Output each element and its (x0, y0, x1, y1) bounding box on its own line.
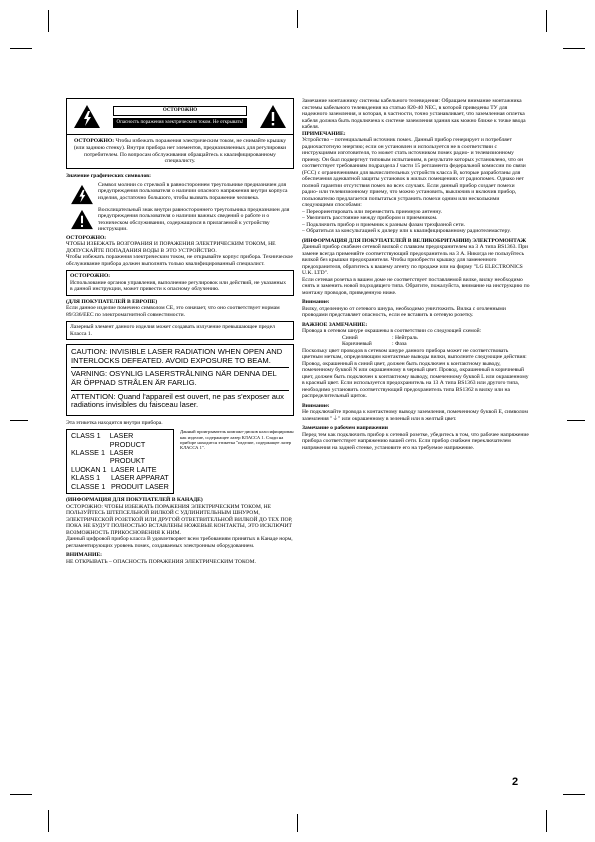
note-item: – Обратиться за консультацией к дилеру или к квалифицированному радиотелемастеру. (302, 228, 511, 234)
important-intro: Провода в сетевом шнуре окрашены в соответствии со следующей схемой: (302, 328, 482, 334)
voltage-section (302, 425, 530, 451)
attention-right-title: Внимание: (302, 402, 330, 409)
symbols-heading: Значение графических символов: (66, 173, 151, 180)
symbol-exclamation-row (66, 207, 294, 233)
crop-mark (10, 794, 32, 795)
attention-right-text: Не подключайте провода к контактному выводу заземления, помеченному буквой Е, символом заземления "⏚" или окрашенному в зеленый или в желтый цвет. (302, 409, 528, 422)
canada-caps: ОСТОРОЖНО: ЧТОБЫ ИЗБЕЖАТЬ ПОРАЖЕНИЯ ЭЛЕКТРИЧЕСКИМ ТОКОМ, НЕ ПОЛЬЗУЙТЕСЬ ШТЕПСЕЛЬНОЙ ВИЛКОЙ С УДЛИНИТЕЛЬНЫМ ШНУРОМ, ЭЛЕКТРИЧЕСКОЙ РОЗЕТКОЙ ИЛИ ДРУГОЙ ОТВЕТВИТЕЛЬНОЙ ВИЛКОЙ ДО ТЕХ ПОР, ПОКА НЕ БУДУТ ПОЛНОСТЬЮ ВСТАВЛЕНЫ НОЖЕВЫЕ КОНТАКТЫ, ЭТО ИСКЛЮЧИТ ВОЗМОЖНОСТЬ ПРИКОСНОВЕНИЯ К НИМ. (66, 503, 293, 536)
lightning-triangle-icon (66, 182, 98, 205)
voltage-title: Замечание о рабочем напряжении (302, 425, 388, 431)
warning-cut-text: Вилку, отделенную от сетевого шнура, необходимо уничтожить. Вилка с оголенными проводами представляет опасность, если ее вставить в сетевую розетку. (302, 305, 506, 318)
crop-mark (10, 420, 28, 421)
crop-mark (563, 794, 585, 795)
exclamation-triangle-icon (66, 207, 98, 233)
laser-label-row-0: CLASS 1 LASER PRODUCT (71, 431, 146, 449)
warning-text-title: ОСТОРОЖНО: (73, 138, 115, 144)
exclamation-triangle-icon (253, 104, 293, 129)
wire-color-row: Синий : Нейтраль (342, 334, 418, 341)
crop-mark (546, 10, 547, 32)
important-text: Поскольку цвет проводов в сетевом шнуре данного прибора может не соответствовать цветным меткам, определяющим контактные выводы вилки, выполните следующие действия: Провод, окрашенный в синий цвет, должен быть подключен к контактному выводу, помеченному буквой N или окрашенному в черный цвет. Провод, окрашенный в коричневый цвет, должен быть подключен к контактному выводу, помеченному буквой L или окрашенному в красный цвет. Если используется предохранитель на 13 А типа BS1363 или другого типа, необходимо установить соответствующий предохранитель типа BS1362 в вилку или на распределительный щиток. (302, 347, 529, 399)
right-column (302, 98, 530, 778)
warning-text (67, 135, 293, 168)
attention-left-title: ВНИМАНИЕ: (66, 552, 103, 559)
wire-colors (302, 335, 530, 348)
laser-label-row-2: LUOKAN 1 LASER LAITE (71, 464, 157, 474)
uk-text-2: Если сетевая розетка в вашем доме не соответствует поставляемой вилке, вилку необходимо снять и заменить новой подходящего типа. Обратите, пожалуйста, внимание на инструкцию по монтажу проводов, приведенную ниже. (302, 276, 530, 296)
symbol-exclamation-text: Восклицательный знак внутри равностороннего треугольника предназначен для предупреждения пользователя о наличии важных сведений о работе и о техническом обслуживании, содержащихся в прилагаемой к устройству инструкции. (98, 206, 290, 233)
voltage-text: Перед тем как подключить прибор к сетевой розетке, убедитесь в том, что рабочее напряжение прибора соответствует напряжению вашей сети. Если прибор снабжен переключателем напряжения на задней стенке, установите его на требуемое напряжение. (302, 431, 529, 451)
laser-label-row-3: KLASS 1 LASER APPARAT (71, 473, 169, 483)
note-item: – Увеличить расстояние между прибором и приемником. (302, 215, 438, 221)
lightning-triangle-icon (67, 104, 107, 129)
laser-warnings-box (66, 344, 294, 416)
laser-label-row-1: KLASSE 1 LASER PRODUKT (71, 448, 146, 466)
crop-mark (563, 48, 585, 49)
caution-section (66, 235, 294, 268)
warning-cut-title: Внимание: (302, 299, 330, 305)
caution-caps: ЧТОБЫ ИЗБЕЖАТЬ ВОЗГОРАНИЯ И ПОРАЖЕНИЯ ЭЛЕКТРИЧЕСКИМ ТОКОМ, НЕ ДОПУСКАЙТЕ ПОПАДАНИЯ ВОДЫ В ЭТО УСТРОЙСТВО. (66, 241, 276, 254)
symbol-lightning-text: Символ молнии со стрелкой в равностороннем треугольнике предназначен для предупреждения пользователя о наличии опасного напряжения внутри корпуса изделия, достаточно большого, чтобы вызвать поражение человека. (98, 181, 288, 201)
laser-class-label (66, 429, 174, 494)
laser-label-note: Данный проигрыватель компакт-дисков классифицирован как изделие, содержащее лазер КЛАССА 1. Сзади на приборе находится этикетка "изделие, содержащее лазер КЛАССА 1". (180, 429, 294, 451)
europe-title: (ДЛЯ ПОКУПАТЕЛЕЙ В ЕВРОПЕ) (66, 298, 158, 305)
warning-labels (107, 106, 253, 128)
crop-mark (48, 10, 49, 32)
crop-mark (546, 810, 547, 832)
attention-right-section (302, 403, 530, 423)
left-column (66, 98, 294, 778)
laser-caution: CAUTION: INVISIBLE LASER RADIATION WHEN OPEN AND INTERLOCKS DEFEATED. AVOID EXPOSURE TO BEAM. (71, 348, 289, 368)
europe-text: Если данное изделие помечено символом CE, это означает, что оно соответствует нормам 89/336/EEC по электромагнитной совместимости. (66, 305, 280, 318)
note-text: Устройство – потенциальный источник помех. Данный прибор генерирует и потребляет радиочастотную энергию; если он установлен и используется не в соответствии с инструкциями изготовителя, то может стать источником помех радио- и телевизионному приему. Он был подвергнут типовым испытаниям, в результате которых установлено, что он соответствует требованиям подраздела J части 15 регламента федеральной комиссии по связи (FCC) с ограничениями для вычислительных устройств класса В, которые разработаны для обеспечения адекватной защиты установок в жилых помещениях от радиопомех. Однако нет полной гарантии отсутствия помех во всех случаях. Если данный прибор создает помехи радио- или телевизионному приему, что можно установить, выключив и включив прибор, пользователю предлагается попытаться устранить помехи одним или несколькими следующими способами: (302, 137, 526, 208)
laser-varning: VARNING: OSYNLIG LASERSTRÅLNING NÄR DENNA DEL ÄR ÖPPNAD STRÅLEN ÄR FARLIG. (71, 370, 289, 390)
important-title: ВАЖНОЕ ЗАМЕЧАНИЕ: (302, 321, 368, 328)
laser-class-notice-box (66, 321, 294, 340)
crop-mark (567, 420, 585, 421)
canada-title: (ИНФОРМАЦИЯ ДЛЯ ПОКУПАТЕЛЕЙ В КАНАДЕ) (66, 497, 203, 504)
note-title: ПРИМЕЧАНИЕ: (302, 130, 346, 137)
installer-note: Замечание монтажнику системы кабельного телевидения: Обращаем внимание монтажника системы кабельного телевидения на статью 820-40 NEC, в которой приведены ТУ для надежного заземления, и которая, в частности, точно устанавливает, что заземленная оплетка кабеля должна быть подключена к системе заземления здания как можно ближе к точке ввода кабеля. (302, 98, 526, 130)
warning-text-body: Чтобы избежать поражения электрическим током, не снимайте крышку (или заднюю стенку). Внутри прибора нет элементов, предназначенных для регулировки потребителем. По вопросам обслуживания обращайтесь к квалифицированному специалисту. (73, 138, 287, 165)
crop-mark (48, 810, 49, 832)
caution-controls-box (66, 270, 294, 296)
warning-top-label: ОСТОРОЖНО (113, 106, 247, 116)
caution-text: Чтобы избежать поражения электрическим током, не открывайте корпус прибора. Техническое обслуживание прибора должен выполнять только квалифицированный специалист. (66, 254, 293, 267)
note-item: – Подключить прибор и приемник к разным фазам трехфазной сети. (302, 221, 466, 228)
note-item: – Переориентировать или переместить приемную антенну. (302, 208, 443, 215)
wire-color-row: Коричневый : Фаза (342, 341, 407, 347)
note-section (302, 131, 530, 235)
warning-header (67, 99, 293, 135)
canada-section (66, 497, 294, 549)
warning-cut-section (302, 299, 530, 319)
attention-left-section (66, 552, 294, 565)
laser-attention: ATTENTION: Quand l'appareil est ouvert, ne pas s'exposer aux radiations invisibles du faisceau laser. (71, 391, 284, 410)
laser-class-notice: Лазерный элемент данного изделия может создавать излучение превышающее предел Класса 1. (70, 324, 275, 337)
label-location: Эта этикетка находится внутри прибора. (66, 419, 163, 426)
attention-left-text: НЕ ОТКРЫВАТЬ – ОПАСНОСТЬ ПОРАЖЕНИЯ ЭЛЕКТРИЧЕСКИМ ТОКОМ. (66, 558, 256, 565)
crop-mark (297, 10, 298, 28)
laser-label-row-4: CLASSE 1 PRODUIT LASER (71, 481, 169, 491)
crop-mark (10, 48, 32, 49)
important-section (302, 322, 530, 400)
caution-controls-text: Использование органов управления, выполнение регулировок или действий, не указанных в данной инструкции, может привести к опасному облучению. (70, 279, 287, 293)
warning-mid-label: Опасность поражения электрическим током. Не открывать! (113, 118, 247, 128)
page-number: 2 (512, 776, 519, 788)
canada-text: Данный цифровой прибор класса В удовлетворяет всем требованиям принятых в Канаде норм, регламентирующих уровень помех, создаваемых электронным оборудованием. (66, 536, 293, 549)
uk-section (302, 238, 530, 297)
caution-controls-title: ОСТОРОЖНО: (70, 273, 111, 280)
symbol-lightning-row (66, 182, 294, 205)
uk-text-1: Данный прибор снабжен сетевой вилкой с плавким предохранителем на 3 А типа BS1363. При замене всегда применяйте соответствующий предохранитель на 3 А. Никогда не пользуйтесь вилкой без крышки предохранителя. Чтобы приобрести крышку для замененного предохранителя, обратитесь к вашему агенту по продаже или на фирму "LG ELECTRONICS U.K. LTD". (302, 244, 529, 276)
caution-title: ОСТОРОЖНО: (66, 234, 107, 241)
warning-box (66, 98, 294, 169)
uk-title: (ИНФОРМАЦИЯ ДЛЯ ПОКУПАТЕЛЕЙ В ВЕЛИКОБРИТАНИИ) ЭЛЕКТРОМОНТАЖ (302, 237, 527, 244)
crop-mark (297, 814, 298, 832)
europe-section (66, 299, 294, 319)
laser-label-row (66, 429, 294, 494)
